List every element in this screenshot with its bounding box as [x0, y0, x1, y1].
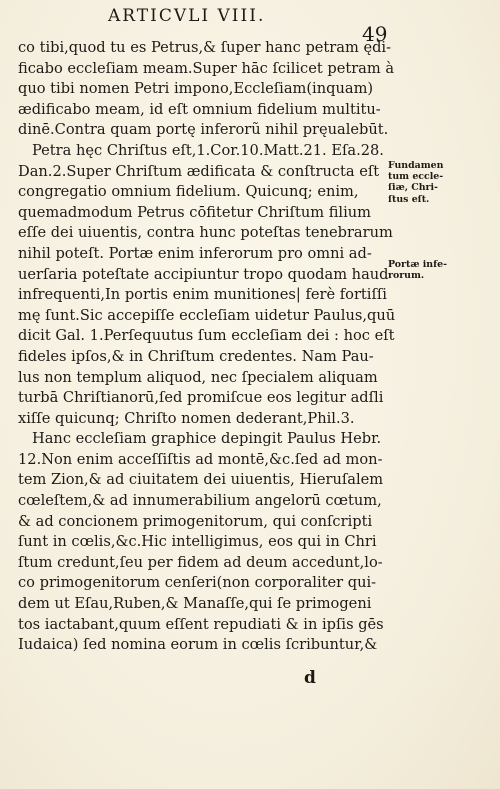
margin-note-line: ſtus eſt.: [388, 193, 430, 205]
text-line: nihil poteſt. Portæ enim inferorum pro omni ad-: [18, 244, 372, 262]
running-head: ARTICVLI VIII.: [108, 6, 266, 26]
margin-note-line: rorum.: [388, 270, 425, 282]
margin-note-portae: [388, 259, 498, 281]
catchword: d: [304, 668, 316, 688]
margin-note-line: ſiæ, Chri-: [388, 182, 438, 194]
text-line: & ad concionem primogenitorum, qui conſcripti: [18, 512, 373, 530]
text-line: Iudaica) ſed nomina eorum in cœlis ſcribuntur,&: [18, 636, 378, 654]
margin-note-line: tum eccle-: [388, 171, 444, 183]
text-line: infrequenti,In portis enim munitiones| ferè fortiſſi: [18, 286, 387, 304]
text-line: Petra hęc Chriſtus eſt,1.Cor.10.Matt.21. Eſa.28.: [32, 141, 384, 159]
text-line: cœleſtem,& ad innumerabilium angelorū cœtum,: [18, 492, 382, 510]
text-line: ædificabo meam, id eſt omnium fidelium multitu-: [18, 100, 381, 118]
text-line: congregatio omnium fidelium. Quicunq; enim,: [18, 183, 359, 201]
text-line: ſtum credunt,ſeu per fidem ad deum accedunt,lo-: [18, 553, 383, 571]
text-line: uerſaria poteſtate accipiuntur tropo quodam haud: [18, 265, 389, 283]
margin-note-fundamentum: [388, 160, 498, 205]
margin-note-line: Fundamen: [388, 160, 444, 171]
text-line: mę ſunt.Sic accepiſſe eccleſiam uidetur Paulus,quū: [18, 306, 396, 324]
margin-note-line: Portæ infe-: [388, 259, 447, 270]
text-line: tos iactabant,quum eſſent repudiati & in ipſis gēs: [18, 615, 384, 633]
text-line: ficabo eccleſiam meam.Super hāc ſcilicet petram à: [18, 59, 395, 77]
text-line: lus non templum aliquod, nec ſpecialem aliquam: [18, 368, 378, 386]
text-line: dicit Gal. 1.Perſequutus ſum eccleſiam dei : hoc eſt: [18, 327, 395, 345]
page-number: 49: [362, 22, 388, 46]
text-line: turbā Chriſtianorū,ſed promiſcue eos legitur adſli: [18, 389, 384, 407]
text-line: Hanc eccleſiam graphice depingit Paulus Hebr.: [32, 430, 382, 448]
text-line: eſſe dei uiuentis, contra hunc poteſtas tenebrarum: [18, 224, 393, 242]
text-line: Dan.2.Super Chriſtum ædificata & conſtructa eſt: [18, 162, 380, 180]
text-line: xiſſe quicunq; Chriſto nomen dederant,Phil.3.: [18, 409, 355, 427]
text-line: ſunt in cœlis,&c.Hic intelligimus, eos qui in Chri: [18, 533, 377, 551]
text-line: co primogenitorum cenſeri(non corporaliter qui-: [18, 574, 377, 592]
main-text-block: [18, 38, 396, 656]
text-line: quemadmodum Petrus cōfitetur Chriſtum filium: [18, 203, 372, 221]
text-line: 12.Non enim acceſſiſtis ad montē,&c.ſed ad mon-: [18, 450, 383, 468]
text-line: tem Zion,& ad ciuitatem dei uiuentis, Hieruſalem: [18, 471, 384, 489]
text-line: quo tibi nomen Petri impono,Eccleſiam(inquam): [18, 80, 374, 98]
text-line: fideles ipſos,& in Chriſtum credentes. Nam Pau-: [18, 347, 374, 365]
text-line: dem ut Eſau,Ruben,& Manaſſe,qui ſe primogeni: [18, 595, 372, 613]
text-line: dinē.Contra quam portę inferorũ nihil pręualebūt.: [18, 121, 389, 139]
text-line: co tibi,quod tu es Petrus,& ſuper hanc petram ędi-: [18, 39, 392, 56]
